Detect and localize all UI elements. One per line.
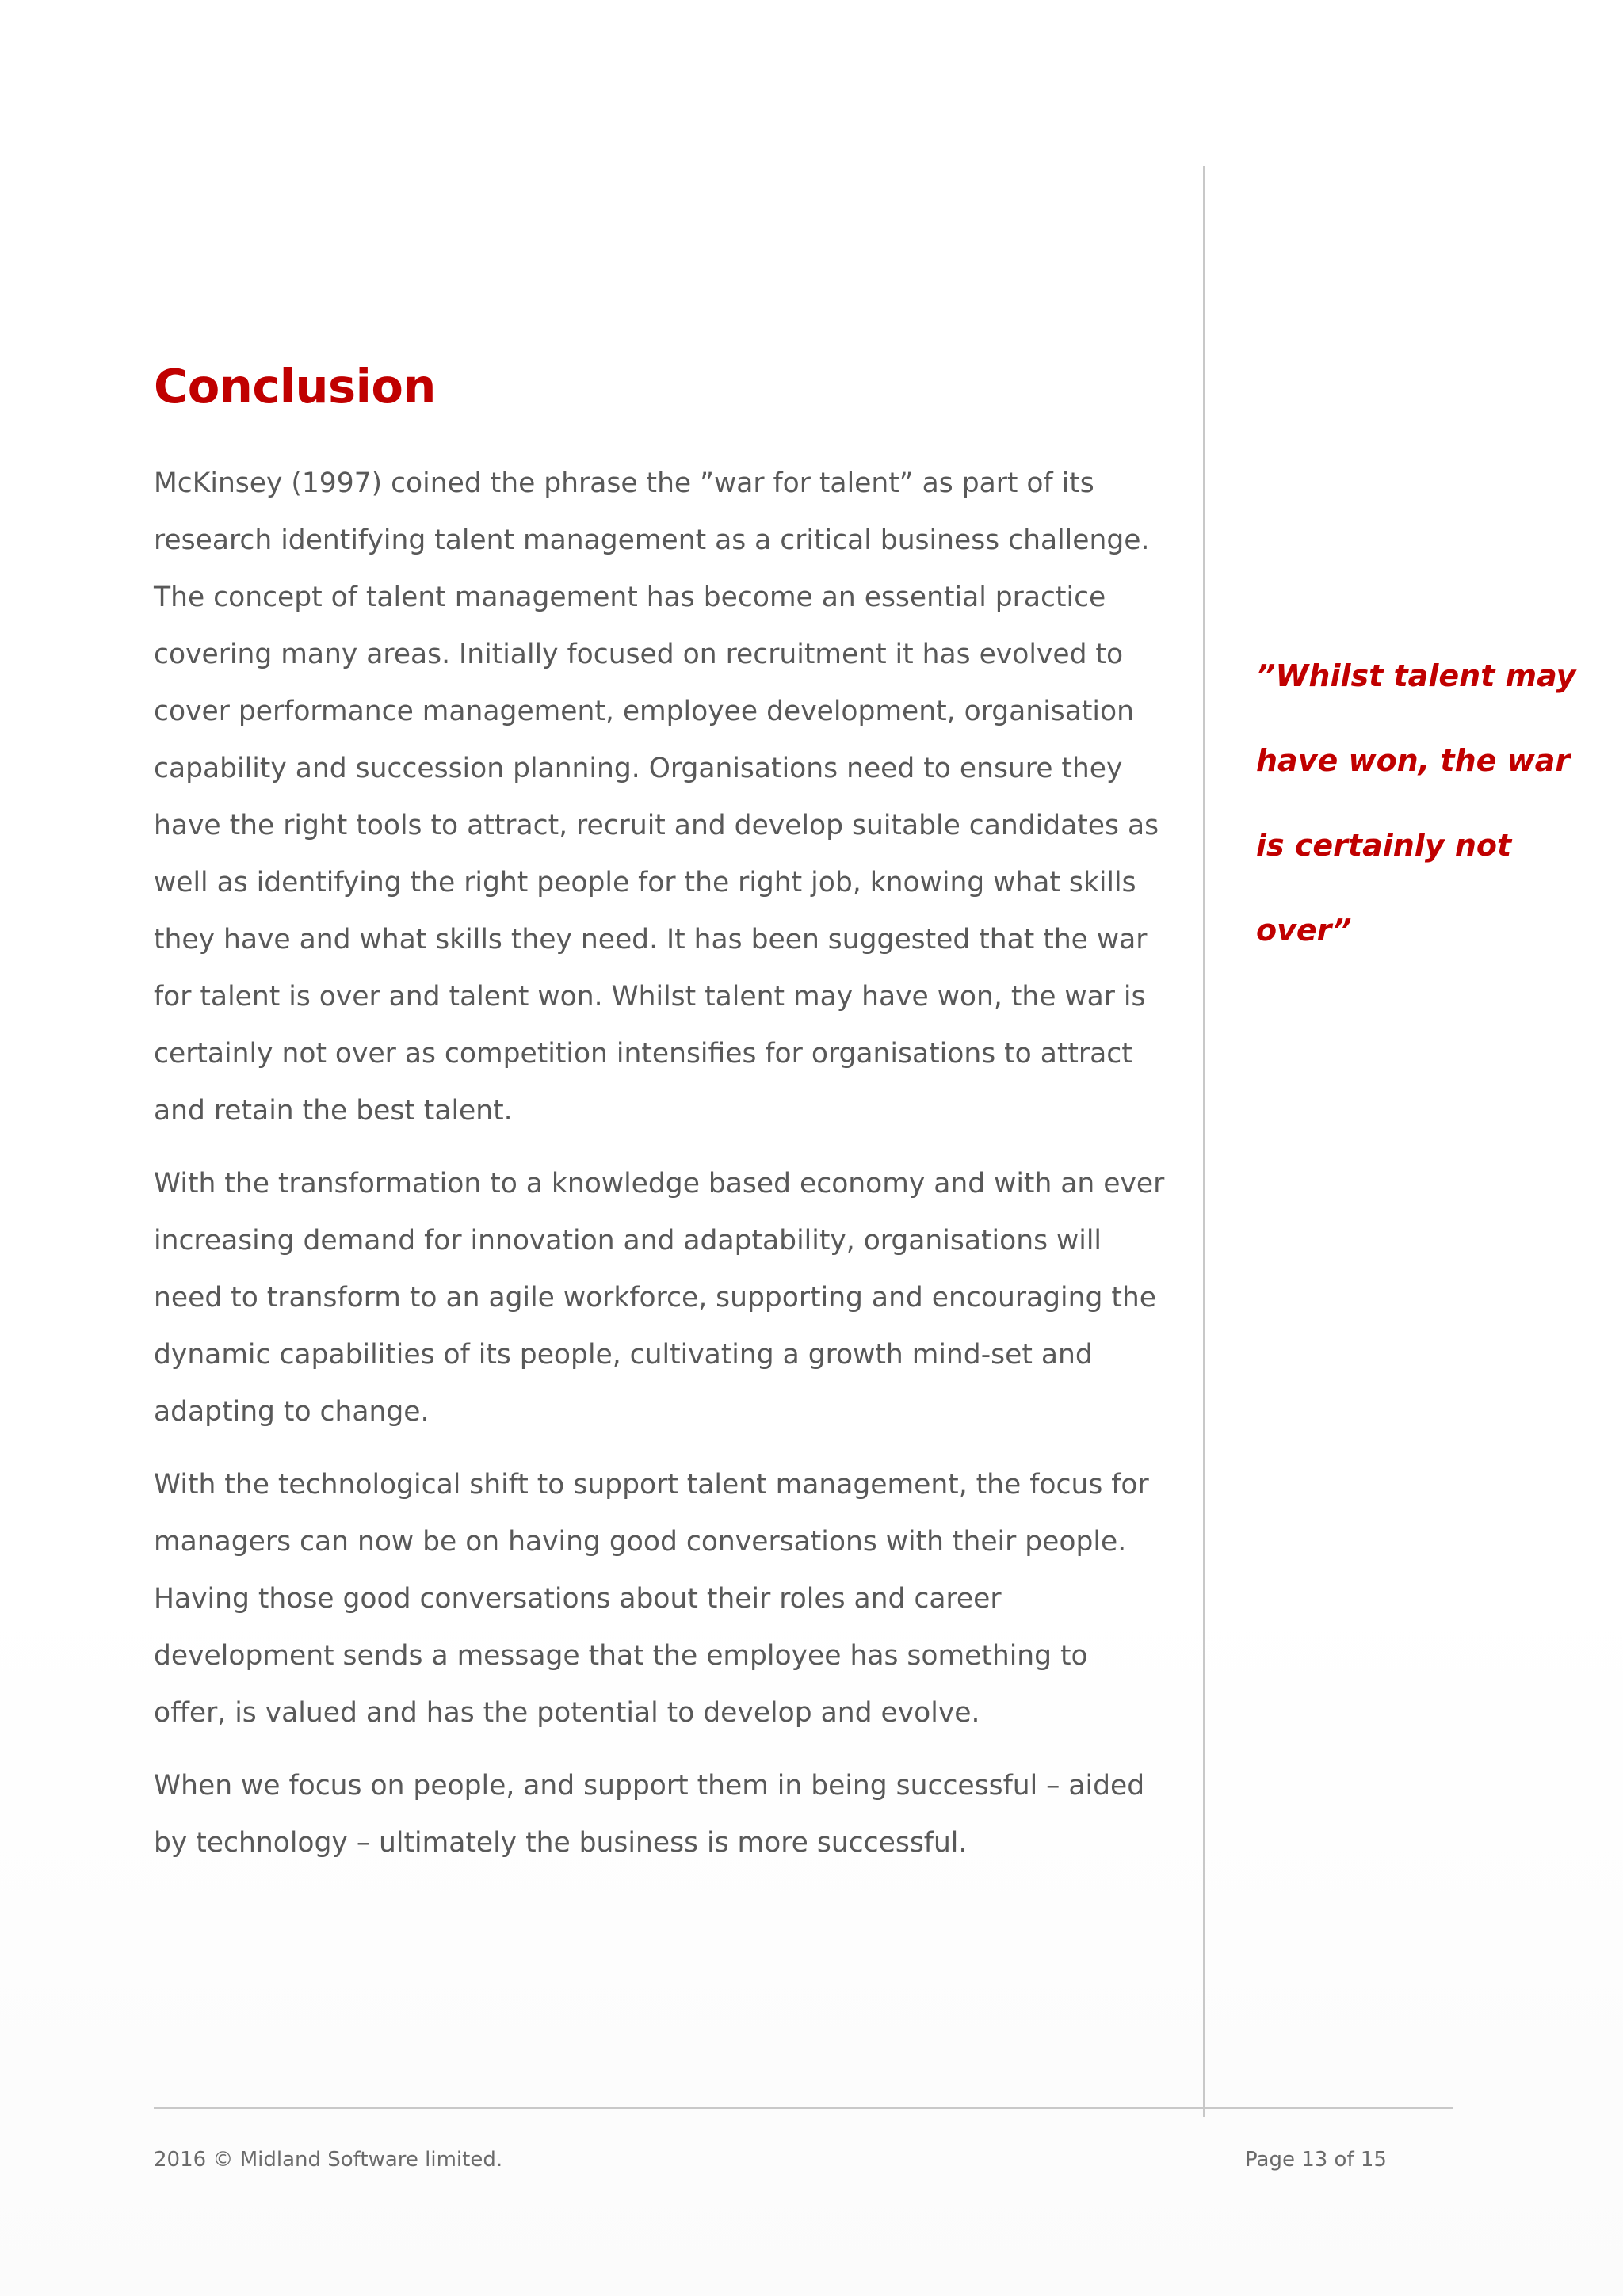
section-heading: Conclusion [154, 359, 436, 414]
footer-divider [154, 2107, 1453, 2109]
main-content-column [154, 358, 1165, 1887]
footer-copyright: 2016 © Midland Software limited. [154, 2148, 503, 2172]
body-paragraph-4: When we focus on people, and support them in being successful – aided by technology – ultimately the business is more successful. [154, 1770, 1145, 1859]
sidebar-divider [1203, 166, 1205, 2117]
body-paragraph-2: With the transformation to a knowledge based economy and with an ever increasing demand for innovation and adaptability, organisations will need to transform to an agile workforce, supporting and encouraging the dynamic capabilities of its people, cultivating a growth mind-set and adapting to change. [154, 1168, 1165, 1428]
body-paragraph-1: McKinsey (1997) coined the phrase the ”war for talent” as part of its research identifying talent management as a critical business challenge. The concept of talent management has become an essential practice covering many areas. Initially focused on recruitment it has evolved to cover performance management, employee development, organisation capability and succession planning. Organisations need to ensure they have the right tools to attract, recruit and develop suitable candidates as well as identifying the right people for the right job, knowing what skills they have and what skills they need. It has been suggested that the war for talent is over and talent won. Whilst talent may have won, the war is certainly not over as competition intensifies for organisations to attract and retain the best talent. [154, 467, 1159, 1127]
footer-page-number: Page 13 of 15 [1245, 2148, 1387, 2172]
body-paragraph-3: With the technological shift to support talent management, the focus for managers can now be on having good conversations with their people. Having those good conversations about their roles and career development sends a message that the employee has something to offer, is valued and has the potential to develop and evolve. [154, 1469, 1149, 1729]
pull-quote: ”Whilst talent may have won, the war is certainly not over” [1256, 658, 1576, 948]
